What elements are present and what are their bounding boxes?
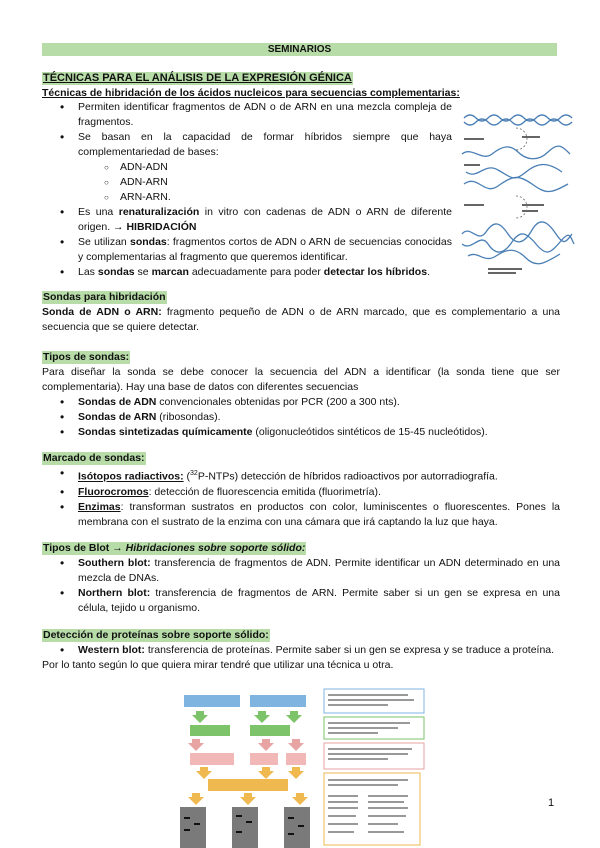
list-item: • Sondas de ADN convencionales obtenidas por PCR (200 a 300 nts). — [60, 395, 560, 410]
closing-sentence: Por lo tanto según lo que quiera mirar tendré que utilizar una técnica u otra. — [42, 659, 394, 671]
page-number: 1 — [548, 797, 555, 809]
list-item: • Se utilizan sondas: fragmentos cortos de ADN o ARN de secuencias conocidas y complementarias al fragmento que queremos identificar. — [60, 235, 452, 265]
list-item: • Permiten identificar fragmentos de ADN o de ARN en una mezcla compleja de fragmentos. — [60, 100, 452, 130]
main-title: TÉCNICAS PARA EL ANÁLISIS DE LA EXPRESIÓN GÉNICA — [43, 72, 352, 84]
list-item: • Se basan en la capacidad de formar híbridos siempre que haya complementariedad de bases: ○ ADN-ADN ○ ADN-ARN ○ ARN-ARN. — [60, 130, 452, 205]
list-item: • Southern blot: transferencia de fragmentos de ADN. Permite identificar un ADN determinado en una mezcla de DNAs. — [60, 556, 560, 586]
blot-workflow-figure — [178, 687, 428, 848]
list-item: • Sondas de ARN (ribosondas). — [60, 410, 560, 425]
tipos-section — [42, 350, 560, 440]
tipos-paragraph: Para diseñar la sonda se debe conocer la secuencia del ADN a identificar (la sonda tiene que ser complementaria). Hay una base de datos con diferentes secuencias — [42, 366, 560, 393]
marcado-section — [42, 451, 560, 530]
page-banner: SEMINARIOS — [42, 43, 557, 56]
hybridization-figure — [458, 108, 576, 280]
list-item: ○ ADN-ADN — [104, 160, 452, 175]
list-item: • Sondas sintetizadas químicamente (oligonucleótidos sintéticos de 15-45 nucleótidos). — [60, 425, 560, 440]
section-heading: Tipos de sondas: — [43, 351, 130, 363]
list-item: ○ ARN-ARN. — [104, 190, 452, 205]
proteinas-section — [42, 628, 560, 673]
section-subtitle: Técnicas de hibridación de los ácidos nucleicos para secuencias complementarias: — [42, 87, 460, 99]
list-item: • Northern blot: transferencia de fragmentos de ARN. Permite saber si un gen se expresa en una célula, tejido u organismo. — [60, 586, 560, 616]
section-heading: Marcado de sondas: — [43, 452, 145, 464]
section-heading: Tipos de Blot → Hibridaciones sobre soporte sólido: — [43, 542, 306, 554]
section-heading: Detección de proteínas sobre soporte sólido: — [43, 629, 269, 641]
list-item: • Las sondas se marcan adecuadamente para poder detectar los híbridos. — [60, 265, 452, 280]
intro-section — [42, 100, 452, 280]
blot-section — [42, 541, 560, 616]
list-item: ○ ADN-ARN — [104, 175, 452, 190]
list-item: • Isótopos radiactivos: ($^{32}$P-NTPs) detección de híbridos radioactivos por autorradiografía. — [60, 466, 560, 485]
list-item: • Western blot: transferencia de proteínas. Permite saber si un gen se expresa y se traduce a proteína. — [60, 643, 560, 658]
list-item: • Fluorocromos: detección de fluorescencia emitida (fluorimetría). — [60, 485, 560, 500]
list-item: • Enzimas: transforman sustratos en productos con color, luminiscentes o fluorescentes. Pones la membrana con el sustrato de la enzima con una cámara que irá captando la luz que haya. — [60, 500, 560, 530]
list-item: • Es una renaturalización in vitro con cadenas de ADN o ARN de diferente origen. → HIBRIDACIÓN — [60, 205, 452, 235]
sonda-definition: Sonda de ADN o ARN: fragmento pequeño de ADN o de ARN marcado, que es complementario a una secuencia que se quiere detectar. — [42, 306, 560, 333]
section-heading: Sondas para hibridación — [43, 291, 166, 303]
sondas-section — [42, 290, 560, 335]
